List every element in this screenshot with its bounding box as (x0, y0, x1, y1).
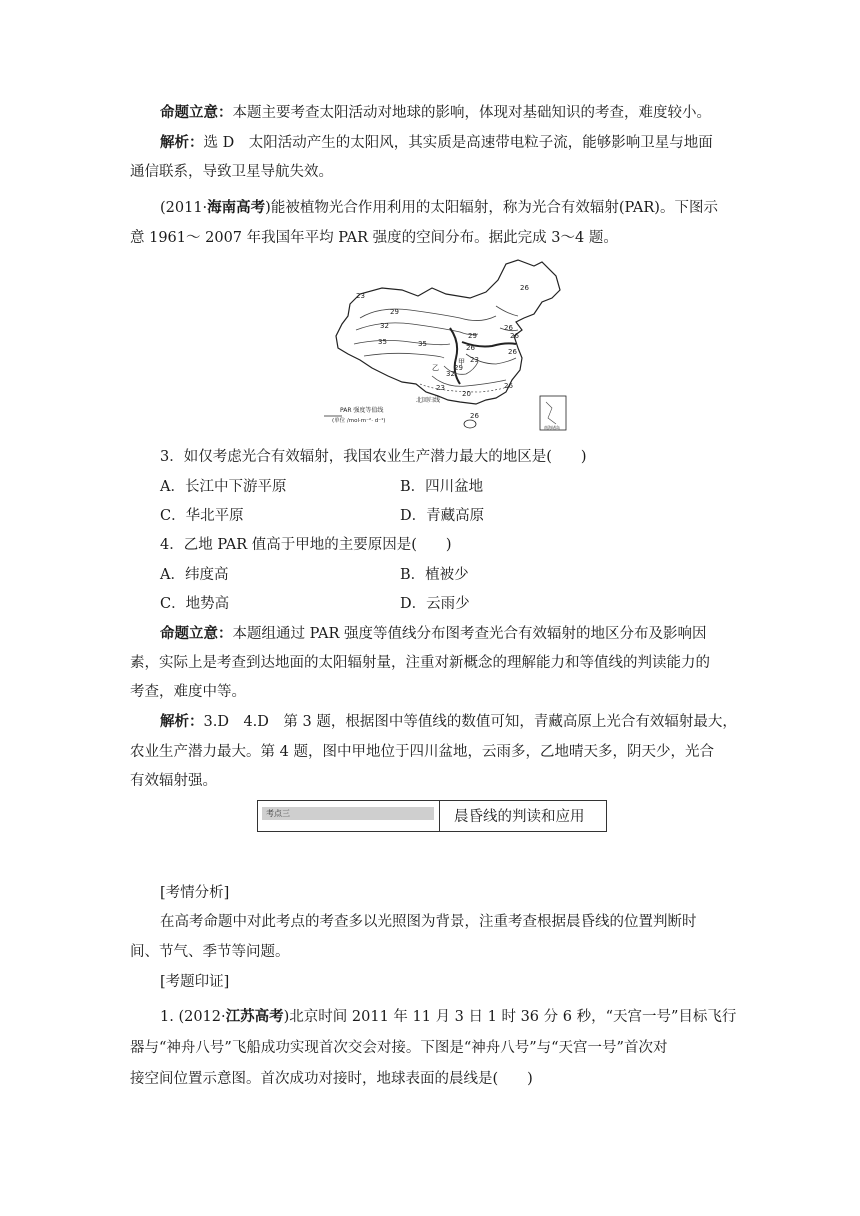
question-4-option-c: C．地势高 (160, 596, 230, 612)
tropic-of-cancer-label: 北回归线 (416, 397, 441, 404)
contour-label: 26 (470, 412, 479, 420)
paragraph-intent-2-line2: 素，实际上是考查到达地面的太阳辐射量，注重对新概念的理解能力和等值线的判读能力的 (130, 655, 710, 671)
hainan-island (464, 420, 476, 428)
section-banner (257, 800, 607, 832)
contour-label: 26 (510, 332, 519, 340)
source-name: 海南高考 (207, 200, 266, 216)
analysis-label: 解析： (160, 714, 204, 730)
section-heading-analysis: [考情分析] (160, 885, 230, 901)
paragraph-analysis-1-line1 (160, 133, 713, 153)
analysis-paragraph-line2: 间、节气、季节等问题。 (130, 944, 290, 960)
question-4-option-a: A．纬度高 (160, 567, 229, 583)
question-1-text: )北京时间 2011 年 11 月 3 日 1 时 36 分 6 秒，“天宫一号”目标飞行 (283, 1009, 737, 1025)
contour-label: 35 (378, 338, 387, 346)
contour-label: 26 (520, 284, 529, 292)
place-label-yi: 乙 (432, 364, 439, 372)
question-1-source: 江苏高考 (225, 1009, 284, 1025)
intro-text: )能被植物光合作用利用的太阳辐射，称为光合有效辐射(PAR)。下图示 (265, 200, 718, 216)
question-3-option-b: B．四川盆地 (400, 479, 484, 495)
question-3-stem: 3．如仅考虑光合有效辐射，我国农业生产潜力最大的地区是( ) (160, 449, 587, 465)
question-4-stem: 4．乙地 PAR 值高于甲地的主要原因是( ) (160, 537, 452, 553)
intent-text: 本题主要考查太阳活动对地球的影响，体现对基础知识的考查，难度较小。 (232, 105, 711, 121)
source-prefix: (2011· (160, 200, 208, 216)
paragraph-analysis-2-line1 (160, 712, 737, 732)
contour-label: 20 (462, 390, 471, 398)
section-heading-evidence: [考题印证] (160, 974, 230, 990)
paragraph-intent-2-line3: 考查，难度中等。 (130, 684, 246, 700)
paragraph-intent-2-line1 (160, 624, 707, 644)
contour-label: 26 (504, 324, 513, 332)
question-1-line1 (160, 1007, 736, 1027)
contour-label: 35 (418, 340, 427, 348)
question-4-option-b: B．植被少 (400, 567, 469, 583)
china-outline (336, 260, 560, 404)
question-3-option-d: D．青藏高原 (400, 508, 485, 524)
contour-label: 32 (446, 370, 455, 378)
contour-label: 29 (390, 308, 399, 316)
question-4-option-d: D．云雨少 (400, 596, 470, 612)
question-1-prefix: 1. (2012· (160, 1009, 226, 1025)
paragraph-analysis-1-line2: 通信联系，导致卫星导航失效。 (130, 164, 333, 180)
legend-unit: (单位 /mol·m⁻²· d⁻¹) (332, 418, 386, 424)
banner-divider (439, 801, 440, 831)
section-title: 晨昏线的判读和应用 (454, 809, 585, 825)
contour-label: 29 (468, 332, 477, 340)
paragraph-analysis-2-line3: 有效辐射强。 (130, 773, 217, 789)
section-tag-bar (262, 807, 434, 820)
question-1-line3: 接空间位置示意图。首次成功对接时，地球表面的晨线是( ) (130, 1071, 533, 1087)
intent-label: 命题立意： (160, 626, 233, 642)
contour-label: 23 (356, 292, 365, 300)
question-intro-line1 (160, 198, 718, 218)
paragraph-intent-1 (160, 103, 711, 123)
question-1-line2: 器与“神舟八号”飞船成功实现首次交会对接。下图是“神舟八号”与“天宫一号”首次对 (130, 1040, 668, 1056)
question-intro-line2: 意 1961～ 2007 年我国年平均 PAR 强度的空间分布。据此完成 3～4 题。 (130, 230, 618, 246)
question-3-option-a: A．长江中下游平原 (160, 479, 287, 495)
intent-text: 本题组通过 PAR 强度等值线分布图考查光合有效辐射的地区分布及影响因 (232, 626, 707, 642)
analysis-text: 3.D 4.D 第 3 题，根据图中等值线的数值可知，青藏高原上光合有效辐射最大， (203, 714, 737, 730)
place-label-jia: 甲 (458, 358, 465, 366)
analysis-paragraph-line1: 在高考命题中对此考点的考查多以光照图为背景，注重考查根据晨昏线的位置判断时 (160, 914, 697, 930)
inset-label: 南海诸岛 (544, 425, 560, 430)
contour-label: 26 (508, 348, 517, 356)
intent-label: 命题立意： (160, 105, 233, 121)
legend-title: PAR 强度等值线 (340, 407, 384, 414)
contour-label: 32 (380, 322, 389, 330)
paragraph-analysis-2-line2: 农业生产潜力最大。第 4 题，图中甲地位于四川盆地，云雨多，乙地晴天多，阴天少，光合 (130, 744, 714, 760)
analysis-label: 解析： (160, 135, 204, 151)
contour-label: 29 (454, 364, 463, 372)
question-3-option-c: C．华北平原 (160, 508, 244, 524)
contour-label: 23 (470, 356, 479, 364)
contour-label: 23 (436, 384, 445, 392)
par-contour-map (320, 258, 582, 434)
contour-label: 26 (466, 344, 475, 352)
analysis-text: 选 D 太阳活动产生的太阳风，其实质是高速带电粒子流，能够影响卫星与地面 (203, 135, 713, 151)
contour-label: 26 (504, 382, 513, 390)
section-tag: 考点三 (266, 809, 290, 818)
